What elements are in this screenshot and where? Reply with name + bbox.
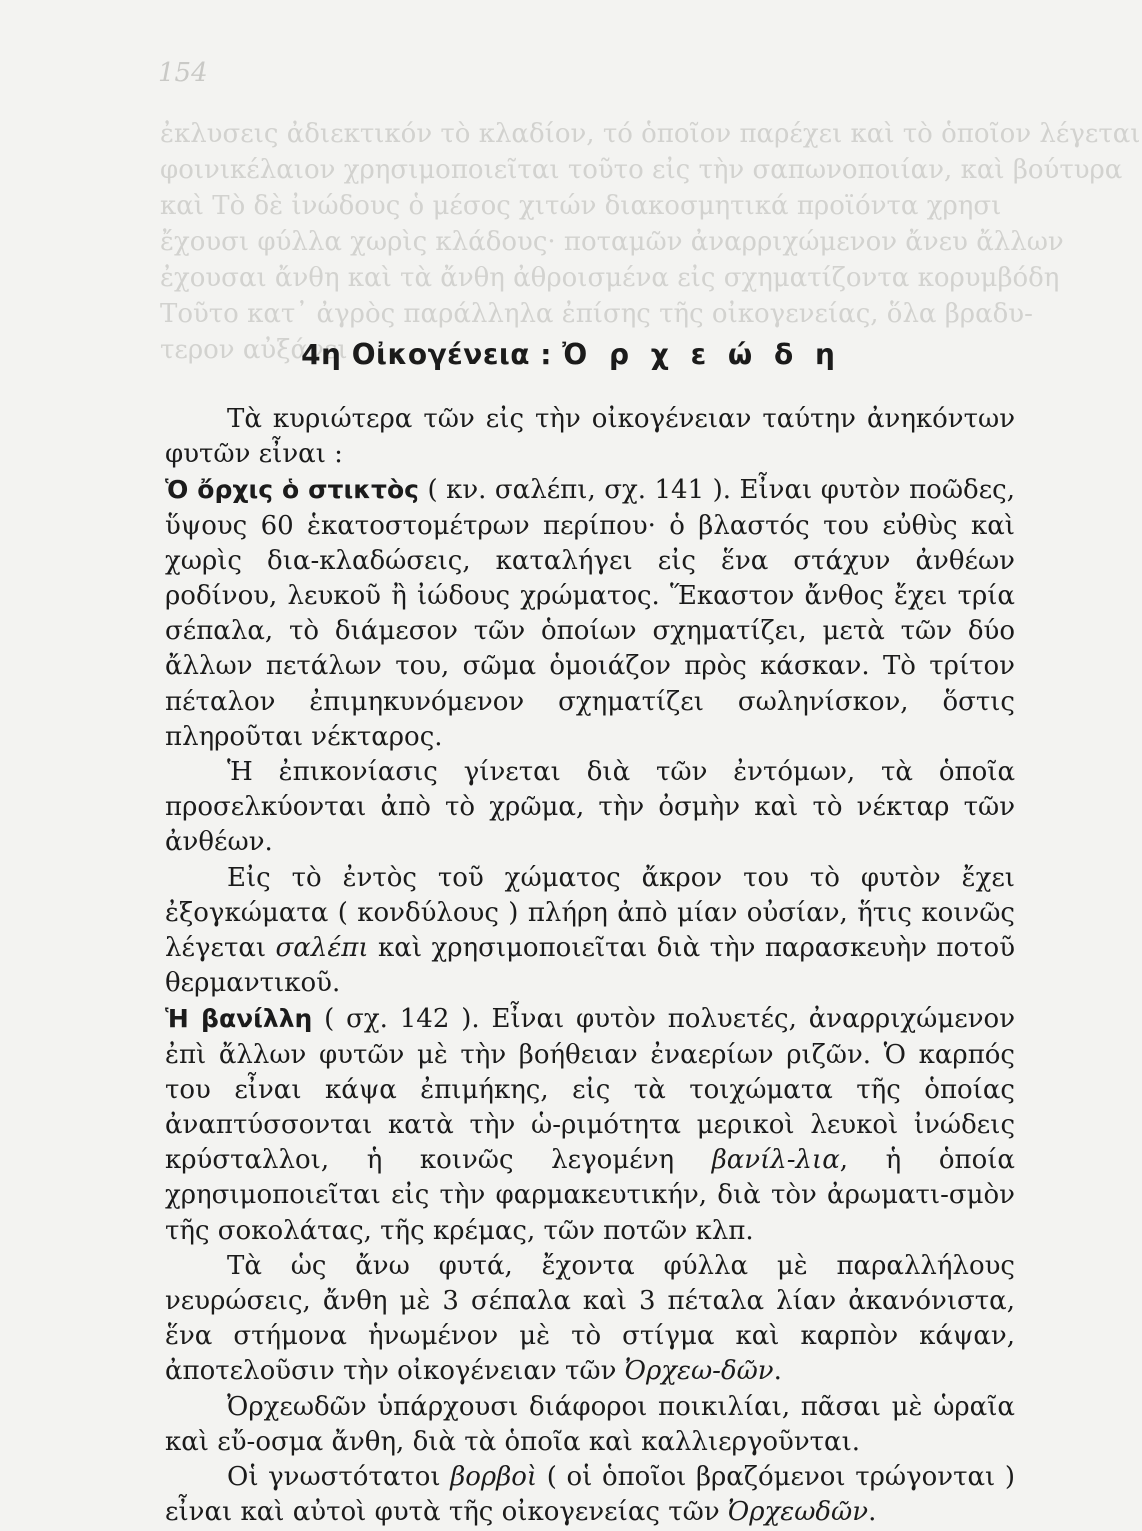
species-name-vanilla: Ἡ βανίλλη [165,1004,313,1034]
paragraph-text: ( οἱ ὁποῖοι βραζόμενοι τρώγονται ) εἶναι καὶ αὐτοὶ φυτὰ τῆς οἰκογενείας τῶν [165,1462,1015,1528]
heading-family-name: Ὀ ρ χ ε ώ δ η [562,338,841,371]
bleed-through-line: ἐκλυσεις ἀδιεκτικόν τὸ κλαδίον, τό ὁποῖον παρέχει καὶ τὸ ὁποῖον λέγεται [160,119,1141,149]
paragraph-text: . [868,1497,877,1528]
paragraph-text: καὶ χρησιμοποιεῖται διὰ τὴν παρασκευὴν ποτοῦ θερμαντικοῦ. [165,933,1015,999]
bleed-through-line: φοινικέλαιον χρησιμοποιεῖται τοῦτο εἰς τὴν σαπωνοποιίαν, καὶ βούτυρα [160,155,1123,185]
paragraph-text: Οἱ γνωστότατοι [227,1462,451,1493]
bleed-through-line: ἐχουσαι ἄνθη καὶ τὰ ἄνθη ἀθροισμένα εἰς σχηματίζοντα κορυμβόδη [160,263,1060,293]
paragraph-vanilla [165,1001,1015,1248]
paragraph-tubers [165,861,1015,1002]
heading-prefix: 4η Οἰκογένεια : [301,338,563,371]
bleed-through-line: Τοῦτο κατ᾽ ἀγρὸς παράλληλα ἐπίσης τῆς οἰκογενείας, ὅλα βραδυ- [160,299,1033,329]
paragraph-pollination [165,755,1015,861]
species-name-orchis: Ὁ ὄρχις ὁ στικτὸς [165,475,419,505]
bleed-through-line: ἔχουσι φύλλα χωρὶς κλάδους· ποταμῶν ἀναρριχώμενον ἄνευ ἄλλων [160,227,1064,257]
italic-term: Ὀρχεωδῶν [727,1497,869,1528]
italic-term: σαλέπι [275,933,369,964]
paragraph-family-traits [165,1249,1015,1390]
paragraph-orchis [165,472,1015,755]
paragraph-text: Εἰς τὸ ἐντὸς τοῦ χώματος ἄκρον του τὸ φυτὸν ἔχει ἐξογκώματα ( κονδύλους ) πλήρη ἀπὸ μίαν οὐσίαν, ἥτις κοινῶς λέγεται [165,862,1015,964]
paragraph-varieties [165,1390,1015,1460]
paragraph-text: ( κν. σαλέπι, σχ. 141 ). Εἶναι φυτὸν ποῶδες, ὕψους 60 ἑκατοστομέτρων περίπου· ὁ βλαστός του εὐθὺς καὶ χωρὶς δια-κλαδώσεις, καταλήγει εἰς ἕνα στάχυν ἀνθέων ροδίνου, λευκοῦ ἢ ἰώδους χρώματος. Ἕκαστον ἄνθος ἔχει τρία σέπαλα, τὸ διάμεσον τῶν ὁποίων σχηματίζει, μετὰ τῶν δύο ἄλλων πετάλων του, σῶμα ὁμοιάζον πρὸς κάσκαν. Τὸ τρίτον πέταλον ἐπιμηκυνόμενον σχηματίζει σωληνίσκον, ὅστις πληροῦται νέκταρος. [165,475,1015,752]
paragraph-text: , ἡ ὁποία χρησιμοποιεῖται εἰς τὴν φαρμακευτικήν, διὰ τὸν ἀρωματι-σμὸν τῆς σοκολάτας, τῆς κρέμας, τῶν ποτῶν κλπ. [165,1145,1015,1246]
paragraph-bulbs [165,1460,1015,1530]
italic-term: Ὀρχεω-δῶν [624,1356,774,1387]
page-number-faint: 154 [158,58,208,88]
paragraph-text: Ὀρχεωδῶν ὑπάρχουσι διάφοροι ποικιλίαι, πᾶσαι μὲ ὡραῖα καὶ εὔ-οσμα ἄνθη, διὰ τὰ ὁποῖα καὶ καλλιεργοῦνται. [165,1391,1015,1457]
paragraph-intro [165,402,1015,472]
paragraph-text: ( σχ. 142 ). Εἶναι φυτὸν πολυετές, ἀναρριχώμενον ἐπὶ ἄλλων φυτῶν μὲ τὴν βοήθειαν ἐναερίων ριζῶν. Ὁ καρπός του εἶναι κάψα ἐπιμήκης, εἰς τὰ τοιχώματα τῆς ὁποίας ἀναπτύσσονται κατὰ τὴν ὡ-ριμότητα μερικοὶ λευκοὶ ἰνώδεις κρύσταλλοι, ἡ κοινῶς λεγομένη [165,1004,1015,1176]
paragraph-text: Ἡ ἐπικονίασις γίνεται διὰ τῶν ἐντόμων, τὰ ὁποῖα προσελκύονται ἀπὸ τὸ χρῶμα, τὴν ὀσμὴν καὶ τὸ νέκταρ τῶν ἀνθέων. [165,757,1015,858]
bleed-through-line: καὶ Τὸ δὲ ἰνώδους ὁ μέσος χιτών διακοσμητικά προϊόντα χρησι [160,191,1002,221]
bleed-through-line: τερον αὐξάνει [160,335,348,365]
section-heading [0,338,1142,371]
paragraph-text: Τὰ κυριώτερα τῶν εἰς τὴν οἰκογένειαν ταύτην ἀνηκόντων φυτῶν εἶναι : [165,404,1015,470]
paragraph-text: . [773,1356,782,1387]
italic-term: βορβοὶ [450,1462,538,1493]
italic-term: βανίλ-λια [711,1145,840,1176]
body-text [165,402,1015,1531]
paragraph-text: Τὰ ὡς ἄνω φυτά, ἔχοντα φύλλα μὲ παραλλήλους νευρώσεις, ἄνθη μὲ 3 σέπαλα καὶ 3 πέταλα λίαν ἀκανόνιστα, ἕνα στήμονα ἡνωμένον μὲ τὸ στίγμα καὶ καρπὸν κάψαν, ἀποτελοῦσιν τὴν οἰκογένειαν τῶν [165,1250,1015,1387]
